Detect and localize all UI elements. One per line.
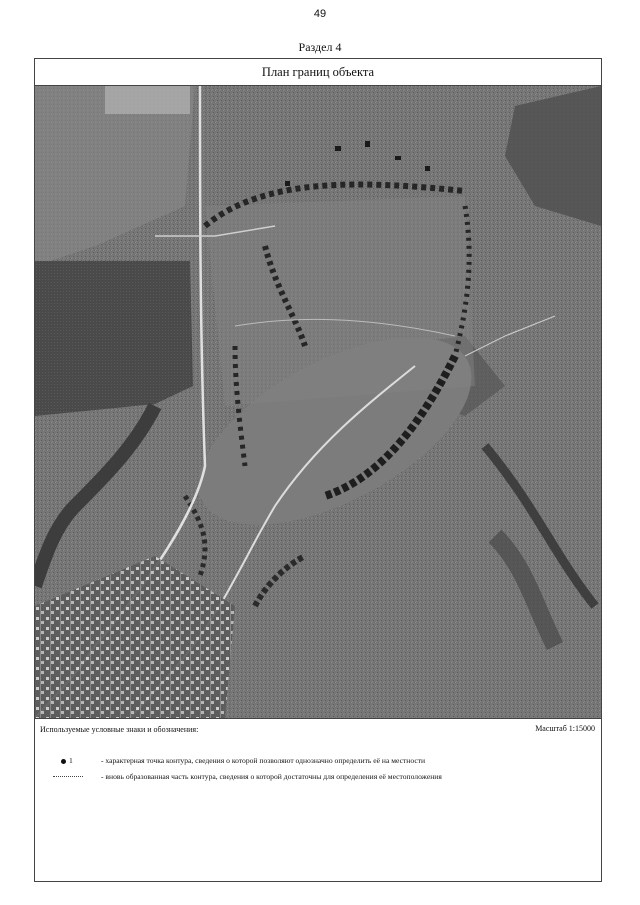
legend-item-text: - вновь образованная часть контура, сведения о которой достаточны для определения её местоположения bbox=[101, 772, 442, 781]
legend-item-point bbox=[53, 756, 561, 766]
satellite-map-drawing bbox=[35, 86, 601, 718]
point-symbol-label: 1 bbox=[69, 756, 73, 765]
satellite-map-image bbox=[35, 86, 601, 718]
plan-frame bbox=[34, 58, 602, 882]
page-number: 49 bbox=[313, 8, 327, 20]
legend-item-line bbox=[53, 772, 573, 782]
legend-heading: Используемые условные знаки и обозначения: bbox=[40, 725, 199, 734]
point-symbol-icon bbox=[53, 756, 101, 765]
plan-title: План границ объекта bbox=[35, 59, 601, 86]
map-scale: Масштаб 1:15000 bbox=[535, 724, 595, 733]
section-title: Раздел 4 bbox=[298, 40, 342, 54]
legend-panel bbox=[35, 718, 601, 882]
dotted-line-symbol-icon bbox=[53, 772, 101, 781]
legend-item-text: - характерная точка контура, сведения о которой позволяют однозначно определить её на местности bbox=[101, 756, 426, 765]
